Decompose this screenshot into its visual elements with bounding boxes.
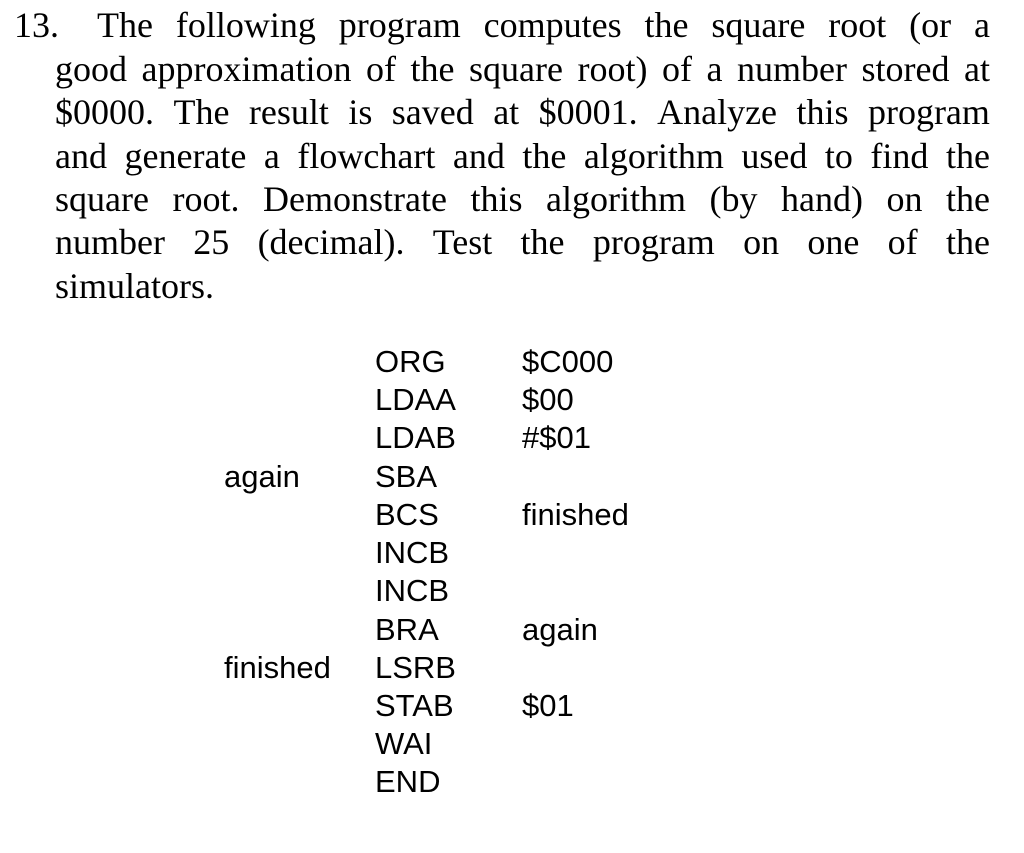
question-word: The (97, 5, 153, 45)
question-word: root (828, 5, 887, 45)
question-word: number (737, 49, 847, 89)
question-line-4 (55, 134, 990, 178)
question-word: flowchart (297, 136, 436, 176)
question-word: Demonstrate (263, 179, 447, 219)
question-word: this (796, 92, 849, 132)
question-word: (or (909, 5, 952, 45)
question-word: the (520, 222, 565, 262)
question-word: approximation (141, 49, 352, 89)
question-line-2 (55, 47, 990, 91)
question-word: 25 (193, 222, 230, 262)
instruction-operand: $C000 (522, 344, 614, 379)
instruction-mnemonic: END (375, 764, 441, 799)
question-word: and (55, 136, 107, 176)
question-word: of (661, 49, 692, 89)
question-word: The (173, 92, 230, 132)
instruction-operand: $01 (522, 688, 574, 723)
question-word: on (743, 222, 780, 262)
question-word: computes (483, 5, 622, 45)
question-word: of (365, 49, 396, 89)
question-word: at (493, 92, 520, 132)
question-word: is (348, 92, 373, 132)
question-word: root) (577, 49, 648, 89)
question-word: saved (391, 92, 474, 132)
instruction-mnemonic: INCB (375, 573, 450, 608)
instruction-mnemonic: LDAA (375, 382, 456, 417)
question-word: the (945, 136, 990, 176)
question-word: following (175, 5, 316, 45)
question-word: program (592, 222, 715, 262)
question-line-7: simulators. (55, 266, 214, 306)
question-word: the (946, 179, 990, 219)
instruction-operand: $00 (522, 382, 574, 417)
question-word: result (248, 92, 329, 132)
instruction-operand: again (522, 612, 598, 647)
question-line-3 (55, 90, 990, 134)
question-word: this (470, 179, 523, 219)
question-word: good (55, 49, 127, 89)
question-word: program (338, 5, 461, 45)
question-word: (by (709, 179, 758, 219)
question-line-5 (55, 177, 990, 221)
question-word: Test (432, 222, 493, 262)
question-word: at (963, 49, 990, 89)
instruction-mnemonic: INCB (375, 535, 450, 570)
question-word: Analyze (657, 92, 778, 132)
question-word: root. (172, 179, 240, 219)
question-word: program (867, 92, 990, 132)
question-word: the (945, 222, 990, 262)
question-word: on (886, 179, 923, 219)
question-word: $0000. (55, 92, 154, 132)
question-word: of (887, 222, 918, 262)
instruction-mnemonic: SBA (375, 459, 438, 494)
instruction-mnemonic: ORG (375, 344, 446, 379)
question-number: 13. (14, 5, 59, 45)
instruction-operand: finished (522, 497, 629, 532)
question-word: algorithm (545, 179, 686, 219)
question-word: a (973, 5, 990, 45)
question-word: the (522, 136, 567, 176)
question-word: square (469, 49, 563, 89)
question-word: algorithm (583, 136, 724, 176)
question-word: the (410, 49, 455, 89)
question-word: generate (124, 136, 247, 176)
instruction-mnemonic: WAI (375, 726, 433, 761)
question-word: (decimal). (257, 222, 405, 262)
instruction-operand: #$01 (522, 420, 591, 455)
question-word: a (263, 136, 280, 176)
question-word: to (824, 136, 853, 176)
question-word: square (711, 5, 806, 45)
instruction-mnemonic: BRA (375, 612, 439, 647)
question-word: the (644, 5, 689, 45)
question-line-6 (55, 220, 990, 264)
question-word: used (741, 136, 808, 176)
question-word: one (807, 222, 860, 262)
question-word: find (870, 136, 929, 176)
question-word: square (55, 179, 149, 219)
instruction-label: finished (224, 650, 331, 685)
question-word: hand) (781, 179, 863, 219)
instruction-mnemonic: LSRB (375, 650, 456, 685)
question-word: stored (861, 49, 950, 89)
instruction-mnemonic: LDAB (375, 420, 456, 455)
question-word: and (452, 136, 505, 176)
question-line-1 (97, 3, 990, 47)
question-word: a (706, 49, 723, 89)
instruction-mnemonic: BCS (375, 497, 439, 532)
question-word: $0001. (538, 92, 638, 132)
instruction-label: again (224, 459, 300, 494)
question-word: number (55, 222, 165, 262)
instruction-mnemonic: STAB (375, 688, 454, 723)
